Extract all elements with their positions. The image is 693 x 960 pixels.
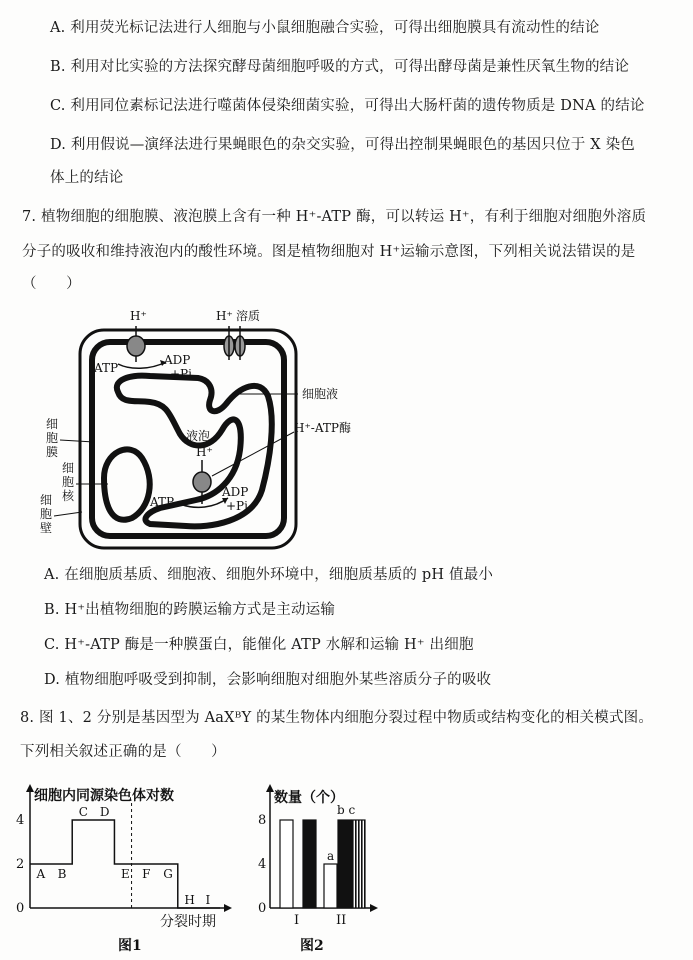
nucleus	[104, 449, 150, 519]
figure-2-chart	[250, 780, 390, 960]
membrane-pump-top	[127, 336, 145, 356]
vacuole-label: 液泡	[186, 429, 211, 443]
atp-top: ATP	[94, 361, 119, 375]
nucleus-label-3: 核	[62, 489, 75, 503]
fig2-bar-b	[303, 820, 316, 908]
atp-bottom: ATP	[150, 495, 175, 509]
pi-top: +Pi	[170, 367, 192, 381]
adp-top: ADP	[164, 353, 191, 367]
q6-option-a: A. 利用荧光标记法进行人细胞与小鼠细胞融合实验，可得出细胞膜具有流动性的结论	[50, 20, 600, 36]
fig1-xlabel: 分裂时期	[160, 914, 216, 930]
fig2-bar-label-bc: b c	[337, 803, 356, 817]
wall-label-3: 壁	[40, 521, 53, 535]
fig1-title: 图1	[118, 938, 142, 954]
vacuole-pump	[193, 472, 211, 492]
fig1-point-label: H	[184, 893, 195, 907]
fig1-point-label: G	[163, 867, 173, 881]
membrane-label-3: 膜	[46, 445, 59, 459]
fig2-category: I	[294, 913, 300, 928]
fig2-y-arrow	[266, 784, 274, 792]
membrane-label-2: 胞	[46, 431, 59, 445]
fig2-ytick: 4	[258, 857, 267, 872]
vacuole	[117, 376, 272, 527]
wall-label-2: 胞	[40, 507, 53, 521]
fig2-bar-b	[338, 820, 351, 908]
fig1-ytick: 0	[16, 901, 25, 916]
plant-cell-diagram	[0, 300, 400, 560]
fig2-bar-label-a: a	[327, 849, 335, 863]
fig1-x-arrow	[224, 904, 232, 912]
nucleus-label-1: 细	[62, 461, 75, 475]
q7-option-b: B. H⁺出植物细胞的跨膜运输方式是主动运输	[44, 602, 336, 618]
h-atpase-label: H⁺-ATP酶	[294, 421, 351, 435]
fig2-bar-c	[352, 820, 365, 908]
fig2-x-arrow	[370, 904, 378, 912]
fig2-ylabel: 数量（个）	[274, 790, 344, 806]
q7-option-d: D. 植物细胞呼吸受到抑制，会影响细胞对细胞外某些溶质分子的吸收	[44, 672, 492, 688]
q7-option-a: A. 在细胞质基质、细胞液、细胞外环境中，细胞质基质的 pH 值最小	[44, 567, 494, 583]
q8-stem-line2: 下列相关叙述正确的是（ ）	[20, 744, 226, 760]
solute-label: 溶质	[236, 309, 261, 323]
q7-stem-line1: 7. 植物细胞的细胞膜、液泡膜上含有一种 H⁺-ATP 酶，可以转运 H⁺，有利于细胞对细胞外溶质	[22, 209, 647, 225]
nucleus-label-2: 胞	[62, 475, 75, 489]
fig2-ytick: 0	[258, 901, 267, 916]
fig1-point-label: A	[36, 867, 46, 881]
fig1-ytick: 4	[16, 813, 25, 828]
fig1-point-label: I	[205, 893, 211, 907]
wall-label-1: 细	[40, 493, 53, 507]
q8-stem-line1: 8. 图 1、2 分别是基因型为 AaXᴮY 的某生物体内细胞分裂过程中物质或结构变化的相关模式图。	[20, 710, 654, 726]
fig2-title: 图2	[300, 938, 324, 954]
fig2-bar-a	[324, 864, 337, 908]
fig1-point-label: B	[57, 867, 67, 881]
fig2-bar-a	[280, 820, 293, 908]
q6-option-c: C. 利用同位素标记法进行噬菌体侵染细菌实验，可得出大肠杆菌的遗传物质是 DNA 的结论	[50, 98, 645, 114]
h-top-right: H⁺	[216, 309, 233, 323]
q6-option-b: B. 利用对比实验的方法探究酵母菌细胞呼吸的方式，可得出酵母菌是兼性厌氧生物的结论	[50, 59, 630, 75]
figure-1-chart	[0, 780, 250, 960]
q6-option-d: D. 利用假说—演绎法进行果蝇眼色的杂交实验，可得出控制果蝇眼色的基因只位于 X 染色	[50, 137, 635, 153]
fig1-y-arrow	[26, 784, 34, 792]
q7-stem-line3: （ ）	[22, 276, 81, 292]
q6-option-d-cont: 体上的结论	[50, 170, 124, 186]
fig1-point-label: C	[78, 805, 88, 819]
q7-option-c: C. H⁺-ATP 酶是一种膜蛋白，能催化 ATP 水解和运输 H⁺ 出细胞	[44, 637, 474, 653]
h-vacuole: H⁺	[196, 445, 213, 459]
fig2-category: II	[336, 913, 347, 928]
fig1-ylabel: 细胞内同源染色体对数	[34, 788, 174, 804]
pi-bottom: +Pi	[226, 499, 248, 513]
h-top-left: H⁺	[130, 309, 147, 323]
cell-sap-label: 细胞液	[302, 387, 339, 401]
fig2-ytick: 8	[258, 813, 267, 828]
fig1-ytick: 2	[16, 857, 25, 872]
membrane-label-1: 细	[46, 417, 59, 431]
q7-stem-line2: 分子的吸收和维持液泡内的酸性环境。图是植物细胞对 H⁺运输示意图，下列相关说法错误的是	[22, 244, 636, 260]
fig1-point-label: F	[142, 867, 151, 881]
fig1-point-label: E	[121, 867, 130, 881]
adp-bottom: ADP	[222, 485, 249, 499]
fig1-point-label: D	[99, 805, 110, 819]
